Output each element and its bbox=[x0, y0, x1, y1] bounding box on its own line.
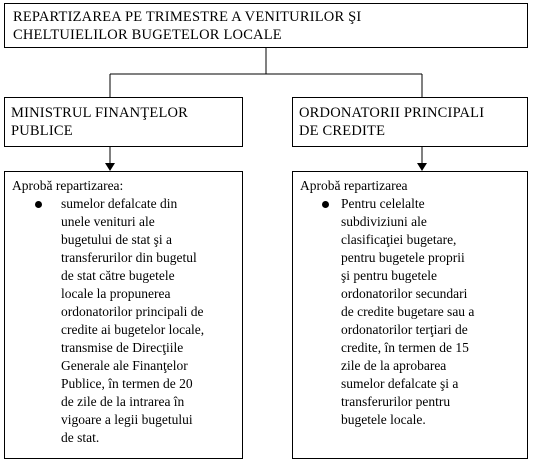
left-bullet-line: sumelor defalcate din bbox=[61, 196, 178, 211]
left-bullet-line: transferurilor din bugetul bbox=[61, 250, 197, 265]
top-title-line-2: CHELTUIELILOR BUGETELOR LOCALE bbox=[13, 27, 282, 43]
left-header-box bbox=[4, 97, 243, 147]
left-bullet-line: ordonatorilor principali de bbox=[61, 304, 204, 319]
right-bullet-line: Pentru celelalte bbox=[341, 196, 425, 211]
right-header-line-2: DE CREDITE bbox=[299, 123, 386, 139]
left-bullet-line: vigoare a legii bugetului bbox=[61, 412, 193, 427]
right-bullet-line: zile de la aprobarea bbox=[341, 358, 447, 373]
left-bullet-line: de zile de la intrarea în bbox=[61, 394, 185, 409]
right-bullet-line: sumelor defalcate şi a bbox=[341, 376, 459, 391]
left-intro: Aprobă repartizarea: bbox=[12, 178, 124, 193]
right-arrowhead bbox=[417, 163, 427, 171]
left-bullet-line: de stat către bugetele bbox=[61, 268, 175, 283]
left-bullet-line: Generale ale Finanţelor bbox=[61, 358, 188, 373]
top-title-line-1: REPARTIZAREA PE TRIMESTRE A VENITURILOR ŞI bbox=[13, 9, 362, 25]
left-body-box bbox=[4, 171, 243, 459]
right-bullet-line: pentru bugetele proprii bbox=[341, 250, 465, 265]
left-bullet-item bbox=[12, 195, 235, 447]
left-bullet-line: transmise de Direcţiile bbox=[61, 340, 184, 355]
right-bullet-line: credite, în termen de 15 bbox=[341, 340, 469, 355]
left-bullet-line: unele venituri ale bbox=[61, 214, 155, 229]
left-header-line-2: PUBLICE bbox=[11, 123, 73, 139]
left-bullet-line: de stat. bbox=[61, 430, 100, 445]
left-header-line-1: MINISTRUL FINANŢELOR bbox=[11, 105, 189, 121]
left-arrowhead bbox=[105, 163, 115, 171]
bullet-dot bbox=[35, 201, 42, 208]
bullet-dot bbox=[322, 201, 329, 208]
right-bullet-line: ordonatorilor secundari bbox=[341, 286, 468, 301]
top-title-box bbox=[4, 3, 528, 48]
right-header-box bbox=[292, 97, 528, 147]
left-bullet-line: locale la propunerea bbox=[61, 286, 171, 301]
right-bullet-line: bugetele locale. bbox=[341, 412, 426, 427]
right-body-box bbox=[292, 171, 528, 459]
left-bullet-line: Publice, în termen de 20 bbox=[61, 376, 193, 391]
left-bullet-line: bugetului de stat şi a bbox=[61, 232, 172, 247]
right-bullet-line: de credite bugetare sau a bbox=[341, 304, 475, 319]
right-header-line-1: ORDONATORII PRINCIPALI bbox=[299, 105, 485, 121]
right-intro: Aprobă repartizarea bbox=[300, 178, 408, 193]
left-bullet-line: credite ai bugetelor locale, bbox=[61, 322, 205, 337]
right-bullet-line: clasificaţiei bugetare, bbox=[341, 232, 457, 247]
right-bullet-line: subdiviziuni ale bbox=[341, 214, 427, 229]
right-bullet-line: transferurilor pentru bbox=[341, 394, 451, 409]
right-bullet-item bbox=[300, 195, 520, 429]
right-bullet-line: ordonatorilor terţiari de bbox=[341, 322, 468, 337]
right-bullet-line: şi pentru bugetele bbox=[341, 268, 437, 283]
